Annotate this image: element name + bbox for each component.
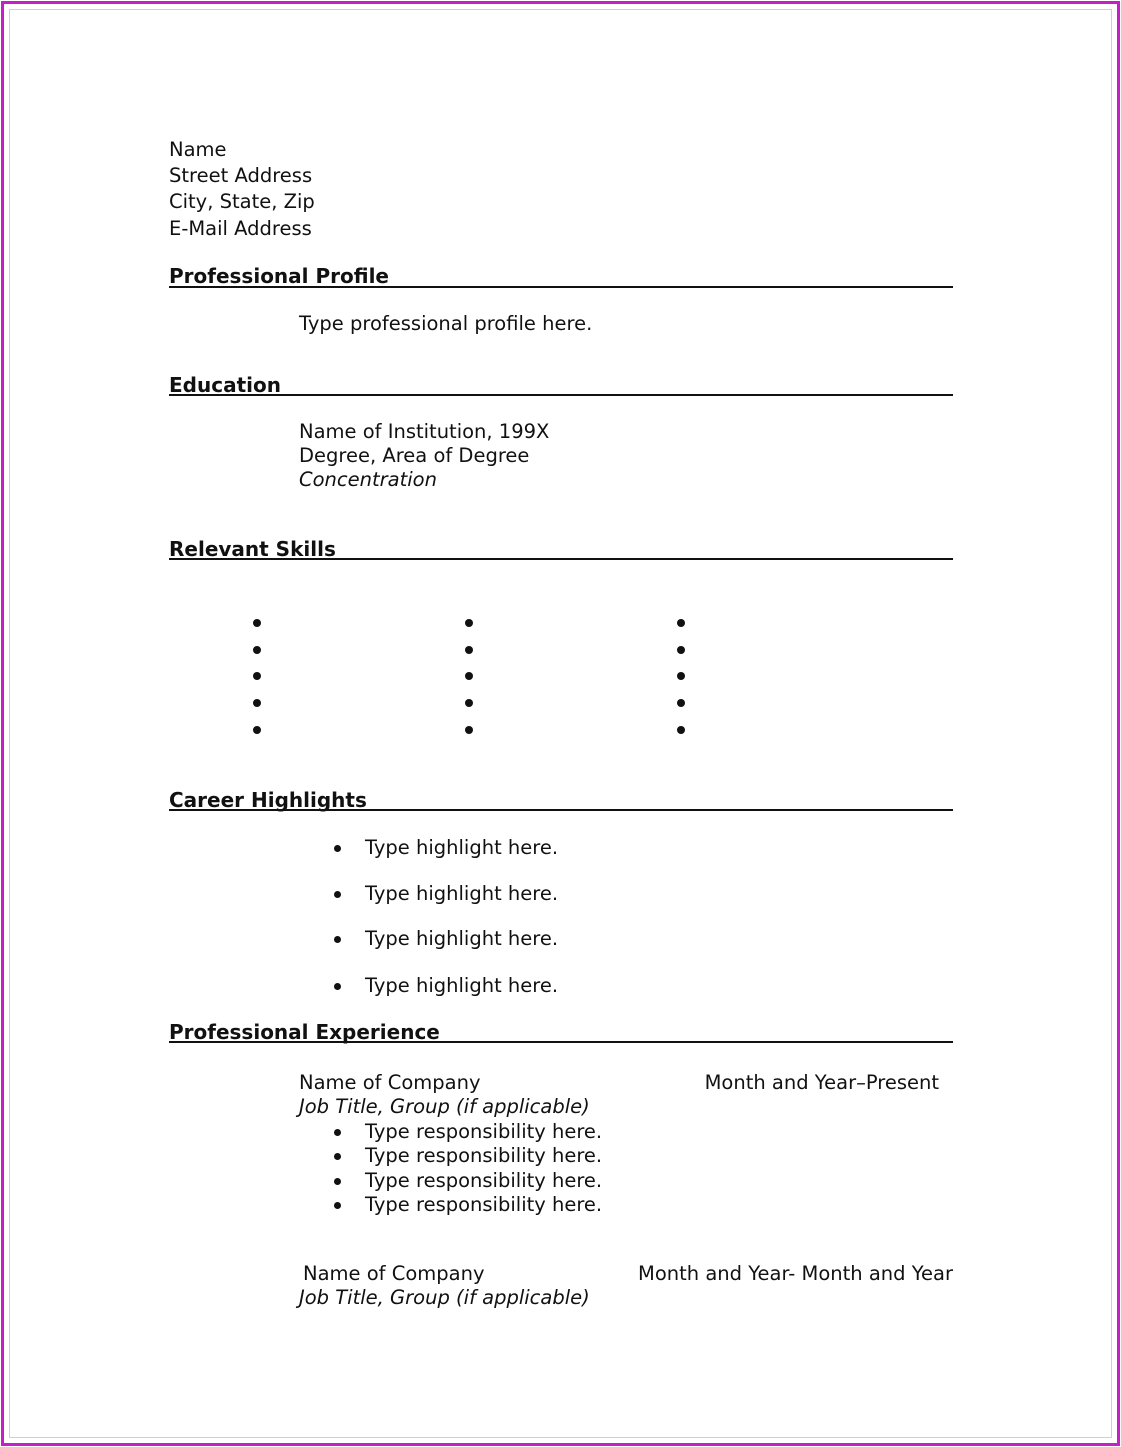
highlight-bullet xyxy=(334,845,341,852)
highlight-item: Type highlight here. xyxy=(365,836,559,859)
skill-bullet xyxy=(253,699,261,707)
education-concentration: Concentration xyxy=(299,468,437,491)
education-rule xyxy=(169,394,953,396)
contact-city: City, State, Zip xyxy=(169,190,315,213)
skill-bullet xyxy=(677,646,685,654)
responsibility-bullet xyxy=(334,1129,341,1136)
responsibility-item: Type responsibility here. xyxy=(365,1193,603,1216)
profile-text: Type professional profile here. xyxy=(299,312,593,335)
profile-rule xyxy=(169,286,953,288)
responsibility-bullet xyxy=(334,1202,341,1209)
job-dates: Month and Year- Month and Year xyxy=(638,1262,953,1285)
skills-rule xyxy=(169,558,953,560)
contact-name: Name xyxy=(169,138,227,161)
skill-bullet xyxy=(677,672,685,680)
highlight-bullet xyxy=(334,983,341,990)
skill-bullet xyxy=(677,619,685,627)
contact-email: E-Mail Address xyxy=(169,217,312,240)
responsibility-item: Type responsibility here. xyxy=(365,1120,603,1143)
education-institution: Name of Institution, 199X xyxy=(299,420,550,443)
skill-bullet xyxy=(465,619,473,627)
highlight-bullet xyxy=(334,936,341,943)
experience-rule xyxy=(169,1041,953,1043)
job-company: Name of Company xyxy=(303,1262,485,1285)
responsibility-bullet xyxy=(334,1178,341,1185)
job-company: Name of Company xyxy=(299,1071,481,1094)
skill-bullet xyxy=(253,672,261,680)
education-heading: Education xyxy=(169,373,281,397)
skills-heading: Relevant Skills xyxy=(169,537,336,561)
responsibility-item: Type responsibility here. xyxy=(365,1169,603,1192)
skill-bullet xyxy=(677,699,685,707)
skill-bullet xyxy=(465,726,473,734)
skill-bullet xyxy=(677,726,685,734)
skill-bullet xyxy=(465,672,473,680)
highlight-item: Type highlight here. xyxy=(365,974,559,997)
experience-heading: Professional Experience xyxy=(169,1020,440,1044)
skill-bullet xyxy=(465,646,473,654)
profile-heading: Professional Profile xyxy=(169,264,389,288)
skill-bullet xyxy=(253,726,261,734)
job-title: Job Title, Group (if applicable) xyxy=(299,1095,590,1118)
job-dates: Month and Year–Present xyxy=(704,1071,939,1094)
highlight-item: Type highlight here. xyxy=(365,927,559,950)
highlight-bullet xyxy=(334,891,341,898)
skill-bullet xyxy=(253,619,261,627)
job-title: Job Title, Group (if applicable) xyxy=(299,1286,590,1309)
education-degree: Degree, Area of Degree xyxy=(299,444,530,467)
skill-bullet xyxy=(253,646,261,654)
skill-bullet xyxy=(465,699,473,707)
responsibility-item: Type responsibility here. xyxy=(365,1144,603,1167)
contact-street: Street Address xyxy=(169,164,313,187)
responsibility-bullet xyxy=(334,1153,341,1160)
highlights-heading: Career Highlights xyxy=(169,788,367,812)
highlights-rule xyxy=(169,809,953,811)
highlight-item: Type highlight here. xyxy=(365,882,559,905)
